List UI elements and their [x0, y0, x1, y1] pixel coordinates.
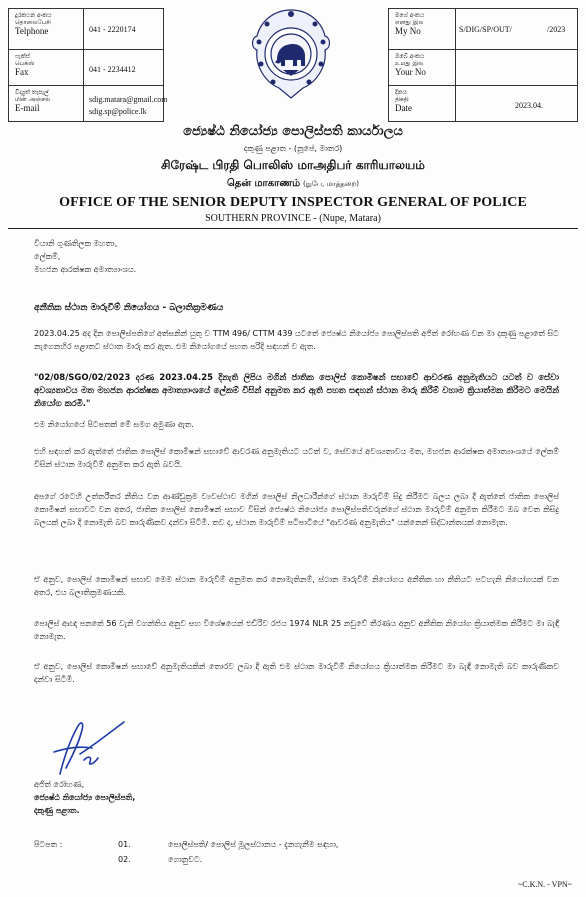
copy-recipient: පොලිස්පති/ පොලිස් මූලස්ථානය - දැනගැනීම සඳහා,: [168, 840, 339, 849]
fax-label: ෆැක්ස් பெக்ஸ் Fax: [15, 53, 35, 77]
phone-label: දුරකථන අංකය தொலைபேசி Telphone: [15, 12, 52, 36]
office-region-english: SOUTHERN PROVINCE - (Nupe, Matara): [205, 213, 381, 224]
subject-line: අනීතික ස්ථාන මාරුවීම් නියෝගය - බලාතික්‍රමණය: [34, 303, 224, 313]
body-paragraph: ඒ අනුව, පොලිස් කොමිෂන් සභාව මෙම ස්ථාන මාරුවීම් අනුමත කර නොමැතිනම්, ස්ථාන මාරුවීම් නියෝගය අනීතික හා නීතියට පටහැනි නියෝගයක් වන අතර, එය බලාතික්‍රමණයකි.: [34, 575, 559, 597]
body-paragraph: එහි සඳහන් කර ඇත්තේ ජාතික පොලිස් කොමිෂන් සභාවේ ආවරණ අනුමැතියට යටත් ව, සේවයේ අවශ්‍යතාවය මත, මහජන ආරක්ෂක අමාත්‍යාංශයේ ලේකම් විසින් ස්ථාන මාරුවීම් අනුමත කර ඇති බවයි.: [34, 447, 559, 469]
my-no-label: මගේ අංකය எனது இல My No: [395, 12, 425, 36]
addressee-line: මහජන ආරක්ෂක අමාත්‍යාංශය.: [34, 265, 137, 274]
office-region-sinhala: දකුණු පළාත - (නූපේ, මාතර): [243, 144, 343, 153]
copies-label: පිටපත :: [34, 840, 63, 849]
signatory-name: අජිත් රෝහණ,: [34, 780, 85, 789]
handwritten-signature: [40, 712, 130, 782]
signatory-province: දකුණු පළාත.: [34, 806, 80, 815]
date-label: දිනය திகதி Date: [395, 89, 412, 113]
addressee-line: වියානි ගුණතිලක මහතා,: [34, 239, 118, 248]
office-name-sinhala: ජ්‍යෙෂ්ඨ නියෝජ්‍ය පොලිස්පති කාර්යාලය: [183, 124, 403, 139]
signatory-title: ජ්‍යෙෂ්ඨ නියෝජ්‍ය පොලිස්පති,: [34, 793, 136, 802]
email-value-2: sdig.sp@police.lk: [89, 107, 147, 116]
body-paragraph: එම නියෝගයේ පිටපතක් මේ සමග අමුණා ඇත.: [34, 420, 194, 429]
police-emblem-icon: [247, 4, 335, 104]
body-paragraph: ඒ අනුව, පොලිස් කොමිෂන් සභාවේ අනුමැතියකින් තොරව ලබා දී ඇති එම ස්ථාන මාරුවීම් නියෝගය ක්‍රියාත්මක කිරීමට මා බැඳී නොමැති බව කාරුණිකව දන්වා සිටිමි.: [34, 662, 559, 684]
copy-recipient: ගොනුවට.: [168, 855, 203, 864]
addressee-line: ලේකම්,: [34, 252, 61, 261]
footer-initials: ~C.K.N. - VPN~: [517, 880, 572, 889]
signature-block: [34, 778, 135, 817]
email-value-1: sdig.matara@gmail.com: [89, 95, 168, 104]
body-paragraph: 2023.04.25 අද දින පොලිස්පතිගේ අත්සනින් යුතු ව TTM 496/ CTTM 439 යටතේ ජ්‍යෙෂ්ඨ නියෝජ්‍ය පොලිස්පති අජිත් රෝහණ වන මා දකුණු පළාතේ සිට නැගෙනහිර පළාතට ස්ථාන මාරු කර ඇත. එම නියෝගයේ පහත පරිදි සඳහන් ව ඇත.: [34, 329, 559, 351]
office-region-tamil: தென் மாகாணம் (நுபே, மாத்தறை): [227, 178, 359, 189]
office-name-english: OFFICE OF THE SENIOR DEPUTY INSPECTOR GENERAL OF POLICE: [59, 195, 527, 210]
copy-number: 02.: [118, 855, 131, 864]
my-no-value: S/DIG/SP/OUT/: [459, 25, 512, 34]
body-paragraph: පොලිස් ආඥා පනතේ 56 වැනි වගන්තිය අනුව සහ විශේෂයෙන් එඩිරිව රජය 1974 NLR 25 නඩුවේ තීරණය අනුව අනීතික නියෝග ක්‍රියාත්මක කිරීමට මා බැඳී නොමැත.: [34, 619, 559, 641]
addressee-block: [34, 237, 136, 276]
header-divider: [8, 228, 578, 229]
fax-value: 041 - 2234412: [89, 65, 136, 74]
quoted-order-paragraph: "02/08/SGO/02/2023 දරණ 2023.04.25 දිනැති ලිපිය මගින් ජාතික පොලිස් කොමිෂන් සභාවේ ආවරණ අනුමැතියට යටත් ව සේවා අවශ්‍යතාවය මත මහජන ආරක්ෂක අමාත්‍යාංශයේ ලේකම් විසින් අනුමත කර ඇති පහත සඳහන් ස්ථාන මාරු කිරීම් වහාම ක්‍රියාත්මක කිරීමට මෙයින් නියෝග කරමි.": [34, 373, 559, 409]
phone-value: 041 - 2220174: [89, 25, 136, 34]
my-no-year: /2023: [547, 25, 566, 34]
date-value: 2023.04.: [515, 101, 543, 110]
contact-box: [8, 8, 168, 122]
email-label: විද්‍යුත් තැපැල් மின் அஞ்சல் E-mail: [15, 89, 51, 113]
body-paragraph: අපගේ රටෙහි උත්තරීතර නීතිය වන ආණ්ඩුක්‍රම ව්‍යවස්ථාව මගින් පොලිස් නිලධාරීන්ගේ ස්ථාන මාරුවීම් සිදු කිරීමට බලය ලබා දී ඇත්තේ ජාතික පොලිස් කොමිෂන් සභාවට වන අතර, ජාතික පොලිස් කොමිෂන් සභාව විසින් ජ්‍යෙෂ්ඨ නියෝජ්‍ය පොලිස්පතිවරුන්ගේ ස්ථාන මාරුවීම් අනුමත කිරීමට ඔබ වෙත කිසිදු බලයක් ලබා දී නොමැති බව කාරුණිකව දන්වා සිටිමි. තව ද, ස්ථාන මාරුවීම් පටිපාටියේ "ආවරණ අනුමැතිය" යන්නෙන් සිද්ධාන්තයක් නොමැත.: [34, 492, 559, 527]
office-name-tamil: சிரேஷ்ட பிரதி பொலிஸ் மாஅதிபர் காரியாலயம்: [161, 158, 425, 172]
your-no-label: ඔබේ අංකය உமது இல Your No: [395, 53, 426, 77]
copy-number: 01.: [118, 840, 131, 849]
reference-box: [388, 8, 578, 122]
